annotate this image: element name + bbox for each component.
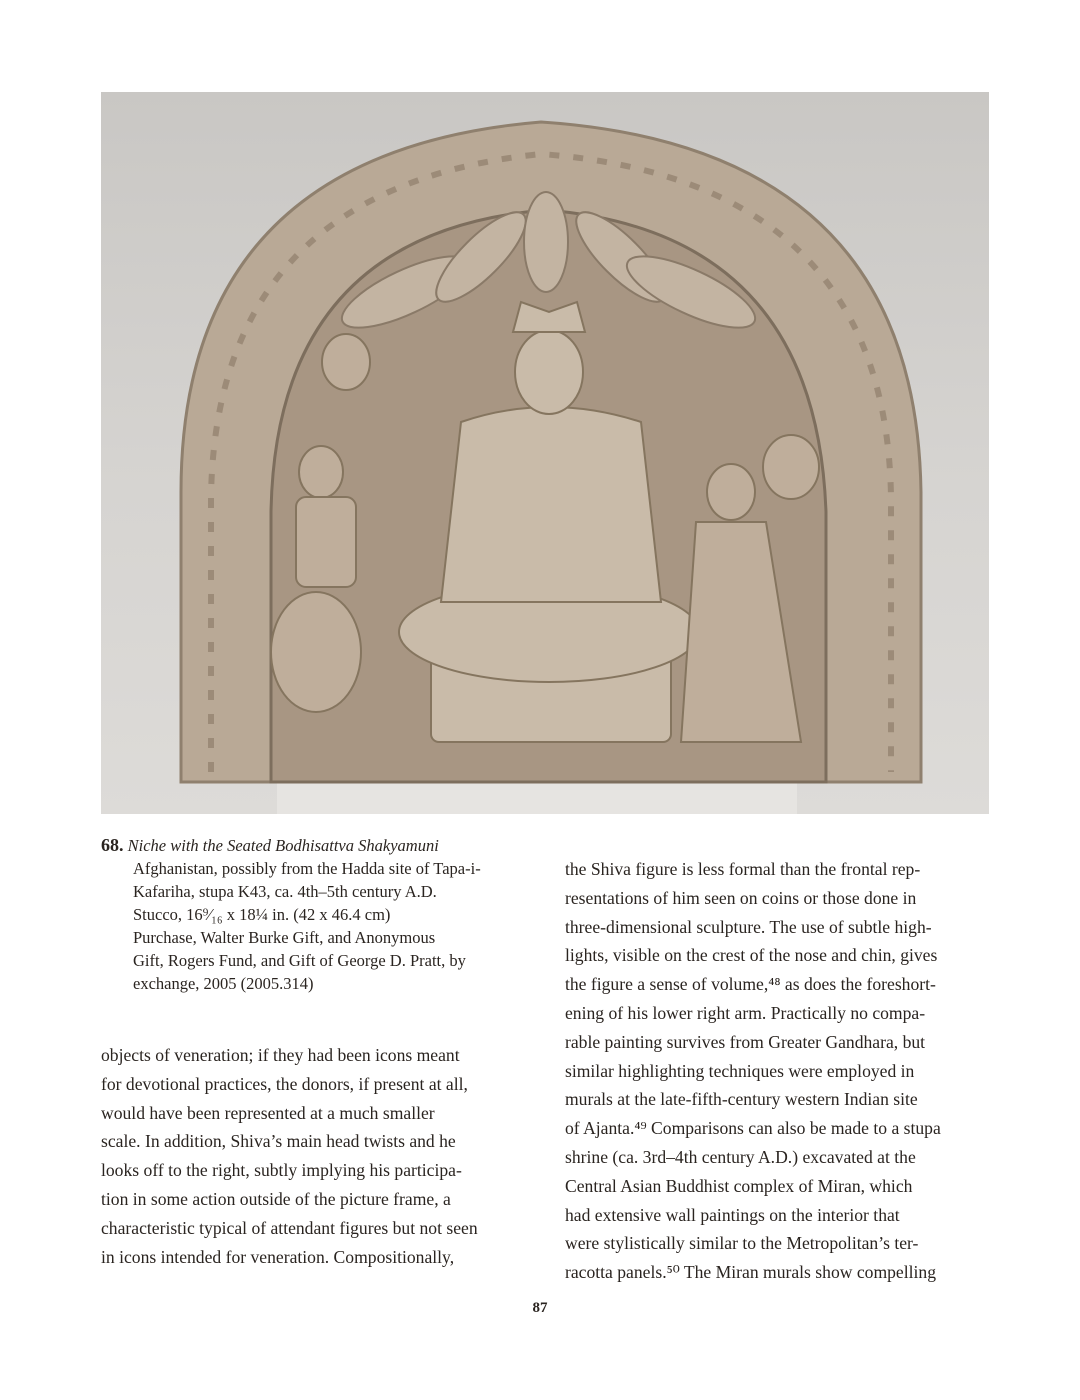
caption-line: Purchase, Walter Burke Gift, and Anonymous xyxy=(133,928,436,947)
text-line: shrine (ca. 3rd–4th century A.D.) excavated at the xyxy=(565,1146,916,1167)
niche-relief-illustration xyxy=(101,92,989,814)
text-line: characteristic typical of attendant figures but not seen xyxy=(101,1217,478,1238)
text-line: murals at the late-fifth-century western Indian site xyxy=(565,1089,918,1110)
caption-line: Stucco, 16⁹⁄₁₆ x 18¼ in. (42 x 46.4 cm) xyxy=(133,905,391,924)
text-line: of Ajanta.⁴⁹ Comparisons can also be made to a stupa xyxy=(565,1118,941,1139)
text-line: scale. In addition, Shiva’s main head twists and he xyxy=(101,1131,456,1152)
caption-line: Gift, Rogers Fund, and Gift of George D. Pratt, by xyxy=(133,951,466,970)
text-line: ening of his lower right arm. Practically no compa- xyxy=(565,1002,926,1023)
text-line: objects of veneration; if they had been icons meant xyxy=(101,1045,460,1065)
text-line: resentations of him seen on coins or those done in xyxy=(565,887,917,908)
caption-number: 68. xyxy=(101,835,124,855)
text-line: had extensive wall paintings on the interior that xyxy=(565,1204,900,1225)
sculpture-photo xyxy=(101,92,989,814)
text-line: the Shiva figure is less formal than the frontal rep- xyxy=(565,859,921,879)
caption-line: Afghanistan, possibly from the Hadda site of Tapa-i- xyxy=(133,859,481,878)
caption-heading xyxy=(101,834,541,857)
text-line: similar highlighting techniques were employed in xyxy=(565,1060,915,1081)
text-line: rable painting survives from Greater Gandhara, but xyxy=(565,1031,926,1052)
text-line: for devotional practices, the donors, if present at all, xyxy=(101,1073,468,1094)
text-line: in icons intended for veneration. Compositionally, xyxy=(101,1246,455,1267)
caption-line: Kafariha, stupa K43, ca. 4th–5th century A.D. xyxy=(133,882,437,901)
text-line: were stylistically similar to the Metropolitan’s ter- xyxy=(565,1233,919,1254)
text-line: looks off to the right, subtly implying his participa- xyxy=(101,1160,462,1181)
body-text-right-column xyxy=(565,855,941,1287)
text-line: the figure a sense of volume,⁴⁸ as does the foreshort- xyxy=(565,974,936,995)
caption-title: Niche with the Seated Bodhisattva Shakyamuni xyxy=(127,836,439,855)
text-line: racotta panels.⁵⁰ The Miran murals show compelling xyxy=(565,1262,936,1283)
page-number: 87 xyxy=(532,1300,548,1316)
text-line: would have been represented at a much smaller xyxy=(101,1102,435,1123)
display-base xyxy=(277,782,797,814)
text-line: Central Asian Buddhist complex of Miran, which xyxy=(565,1175,913,1196)
body-text-left-column xyxy=(101,1041,478,1271)
figure-caption xyxy=(101,834,541,995)
text-line: lights, visible on the crest of the nose and chin, gives xyxy=(565,945,938,966)
caption-line: exchange, 2005 (2005.314) xyxy=(133,974,314,993)
text-line: three-dimensional sculpture. The use of subtle high- xyxy=(565,916,932,937)
text-line: tion in some action outside of the picture frame, a xyxy=(101,1188,451,1209)
